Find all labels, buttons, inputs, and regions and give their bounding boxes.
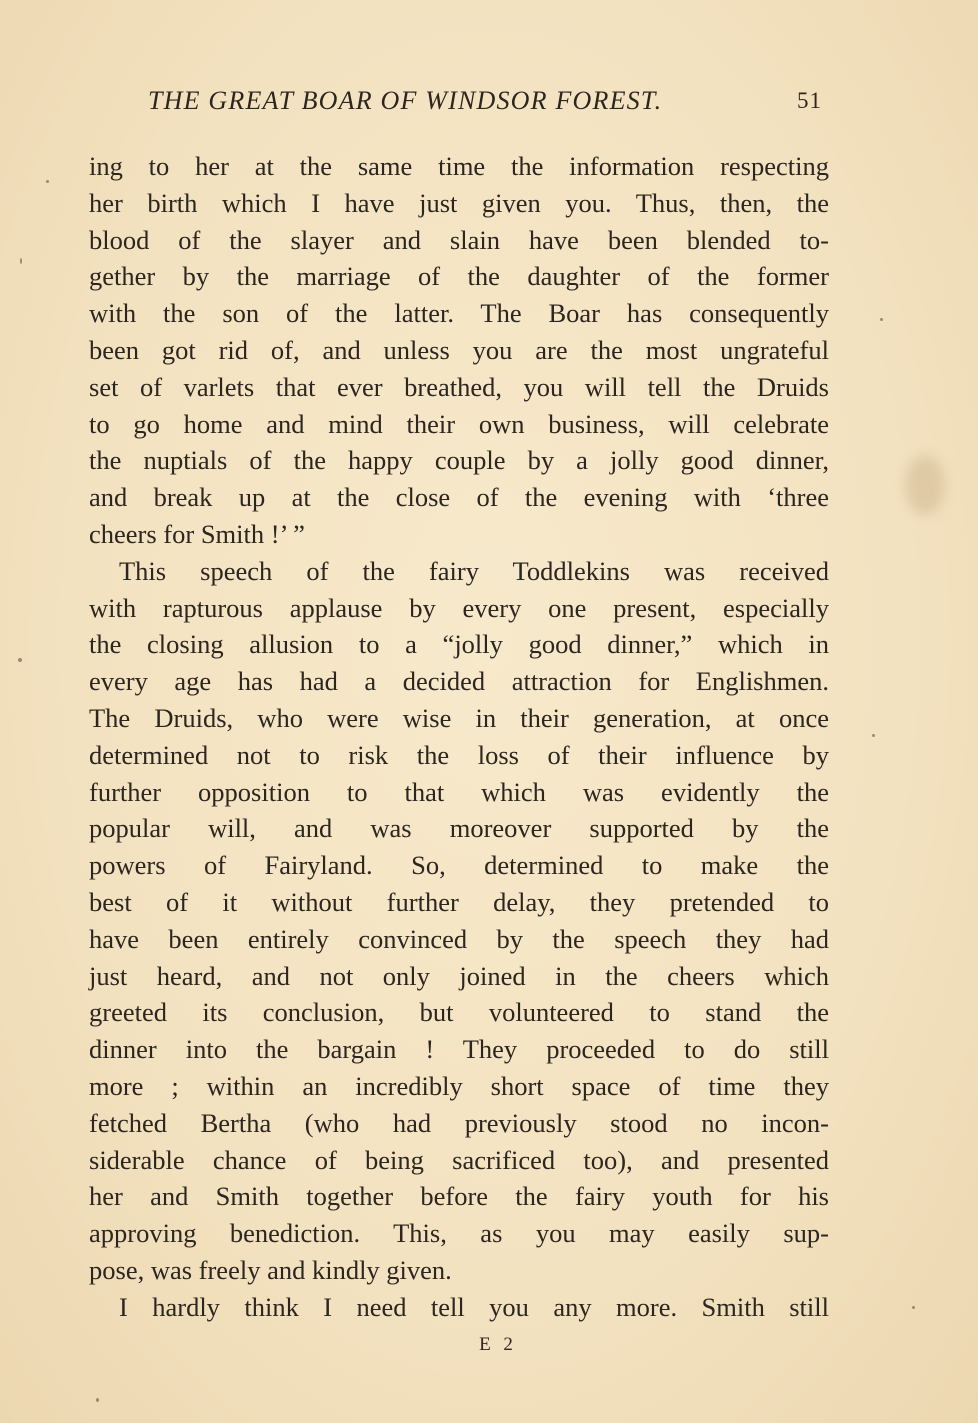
text-line: further opposition to that which was evidently the xyxy=(89,776,829,807)
text-line: best of it without further delay, they pretended to xyxy=(89,886,829,917)
text-line: set of varlets that ever breathed, you will tell the Druids xyxy=(89,371,829,402)
text-line: blood of the slayer and slain have been blended to- xyxy=(89,224,829,255)
paragraph-first-line: This speech of the fairy Toddlekins was received xyxy=(119,555,829,586)
paper-speck xyxy=(912,1306,915,1309)
text-line: with the son of the latter. The Boar has consequently xyxy=(89,298,829,329)
text-line: cheers for Smith !’ ” xyxy=(89,518,305,549)
text-line: pose, was freely and kindly given. xyxy=(89,1254,452,1285)
text-line: approving benediction. This, as you may easily sup- xyxy=(89,1218,829,1249)
paper-speck xyxy=(880,318,883,321)
text-line: her birth which I have just given you. Thus, then, the xyxy=(89,187,829,218)
running-title: THE GREAT BOAR OF WINDSOR FOREST. xyxy=(148,86,663,115)
text-line: dinner into the bargain ! They proceeded to do still xyxy=(89,1034,829,1065)
paper-speck xyxy=(872,734,875,737)
paper-speck xyxy=(96,1398,99,1402)
body-text xyxy=(89,148,829,1326)
text-line: the nuptials of the happy couple by a jolly good dinner, xyxy=(89,445,829,476)
text-line: been got rid of, and unless you are the most ungrateful xyxy=(89,334,829,365)
text-line: The Druids, who were wise in their generation, at once xyxy=(89,702,829,733)
paper-stain xyxy=(905,455,945,515)
text-line: gether by the marriage of the daughter of the former xyxy=(89,261,829,292)
paper-speck xyxy=(20,258,22,264)
text-line: the closing allusion to a “jolly good dinner,” which in xyxy=(89,629,829,660)
text-line: every age has had a decided attraction for Englishmen. xyxy=(89,666,829,697)
text-line: powers of Fairyland. So, determined to make the xyxy=(89,850,829,881)
text-line: her and Smith together before the fairy youth for his xyxy=(89,1181,829,1212)
page-number: 51 xyxy=(797,88,822,113)
text-line: with rapturous applause by every one present, especially xyxy=(89,592,829,623)
text-line: have been entirely convinced by the speech they had xyxy=(89,923,829,954)
paragraph-first-line: I hardly think I need tell you any more. Smith still xyxy=(119,1291,829,1322)
paper-speck xyxy=(18,658,22,662)
text-line: more ; within an incredibly short space of time they xyxy=(89,1070,829,1101)
text-line: determined not to risk the loss of their influence by xyxy=(89,739,829,770)
text-line: siderable chance of being sacrificed too), and presented xyxy=(89,1144,829,1175)
text-line: fetched Bertha (who had previously stood no incon- xyxy=(89,1107,829,1138)
text-line: and break up at the close of the evening with ‘three xyxy=(89,482,829,513)
paper-speck xyxy=(46,180,49,183)
text-line: popular will, and was moreover supported by the xyxy=(89,813,829,844)
text-line: ing to her at the same time the information respecting xyxy=(89,151,829,181)
signature-mark: E 2 xyxy=(479,1334,517,1355)
text-line: greeted its conclusion, but volunteered to stand the xyxy=(89,997,829,1028)
running-head xyxy=(148,86,838,122)
text-line: to go home and mind their own business, will celebrate xyxy=(89,408,829,439)
text-line: just heard, and not only joined in the cheers which xyxy=(89,960,829,991)
